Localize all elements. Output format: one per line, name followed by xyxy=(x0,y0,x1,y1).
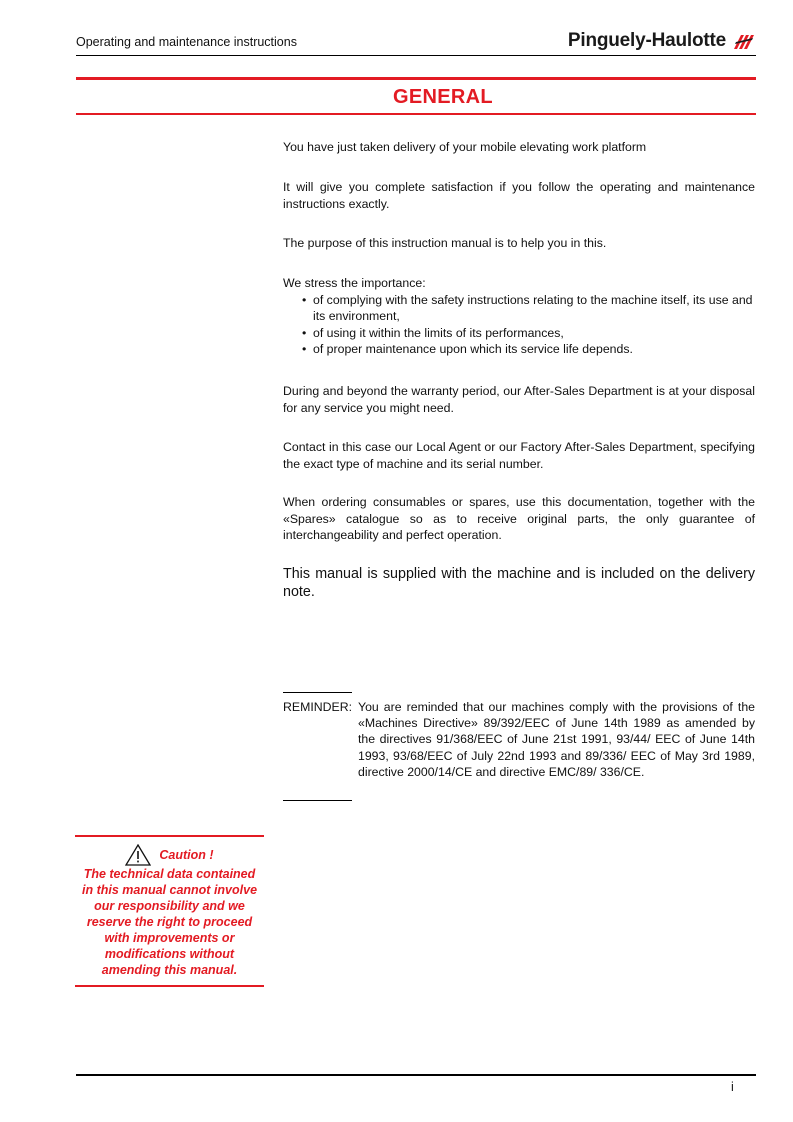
caution-box xyxy=(75,835,264,987)
title-rule-top xyxy=(76,77,756,80)
caution-title: Caution ! xyxy=(159,848,214,862)
reminder-rule-bottom xyxy=(283,800,352,801)
caution-text: The technical data contained in this manual cannot involve our responsibility and we reserve the right to proceed with improvements or modifications without amending this manual. xyxy=(81,867,258,977)
reminder-label: REMINDER: xyxy=(283,700,353,714)
reminder-rule-top xyxy=(283,692,352,693)
satisfaction-paragraph: It will give you complete satisfaction if you follow the operating and maintenance instructions exactly. xyxy=(283,180,755,211)
purpose-paragraph: The purpose of this instruction manual is to help you in this. xyxy=(283,236,607,250)
brand-logo-icon xyxy=(732,32,754,50)
brand-name: Pinguely-Haulotte xyxy=(567,30,726,51)
brand xyxy=(568,30,754,52)
contact-paragraph: Contact in this case our Local Agent or our Factory After-Sales Department, specifying the exact type of machine and its serial number. xyxy=(283,440,755,471)
importance-section xyxy=(283,275,755,358)
reminder-text: You are reminded that our machines comply with the provisions of the «Machines Directive» 89/392/EEC of June 14th 1989 as amended by the directives 91/368/EEC of June 21st 1991, 93/44/ EEC of June 14th 1993, 93/68/EEC of July 22nd 1993 and 89/336/ EEC of May 3rd 1989, directive 2000/14/CE and directive EMC/89/ 336/CE. xyxy=(358,700,755,779)
warranty-paragraph: During and beyond the warranty period, our After-Sales Department is at your disposal for any service you might need. xyxy=(283,384,755,415)
ordering-paragraph: When ordering consumables or spares, use this documentation, together with the «Spares» catalogue so as to receive original parts, the only guarantee of interchangeability and perfect operation. xyxy=(283,495,755,542)
header-subtitle: Operating and maintenance instructions xyxy=(76,35,297,49)
list-item: • of using it within the limits of its performances, xyxy=(283,325,755,342)
importance-list xyxy=(283,292,755,358)
caution-header xyxy=(75,844,264,866)
list-item: • of complying with the safety instructions relating to the machine itself, its use and its environment, xyxy=(283,292,755,325)
supplied-paragraph: This manual is supplied with the machine and is included on the delivery note. xyxy=(283,566,755,600)
page-title: GENERAL xyxy=(393,86,493,108)
intro-paragraph: You have just taken delivery of your mobile elevating work platform xyxy=(283,140,647,154)
header-rule xyxy=(76,55,756,56)
importance-intro: We stress the importance: xyxy=(283,276,426,290)
footer-rule xyxy=(76,1074,756,1076)
warning-icon xyxy=(125,844,151,866)
list-item: • of proper maintenance upon which its service life depends. xyxy=(283,341,755,358)
page-number: i xyxy=(731,1080,734,1094)
title-rule-bottom xyxy=(76,113,756,115)
